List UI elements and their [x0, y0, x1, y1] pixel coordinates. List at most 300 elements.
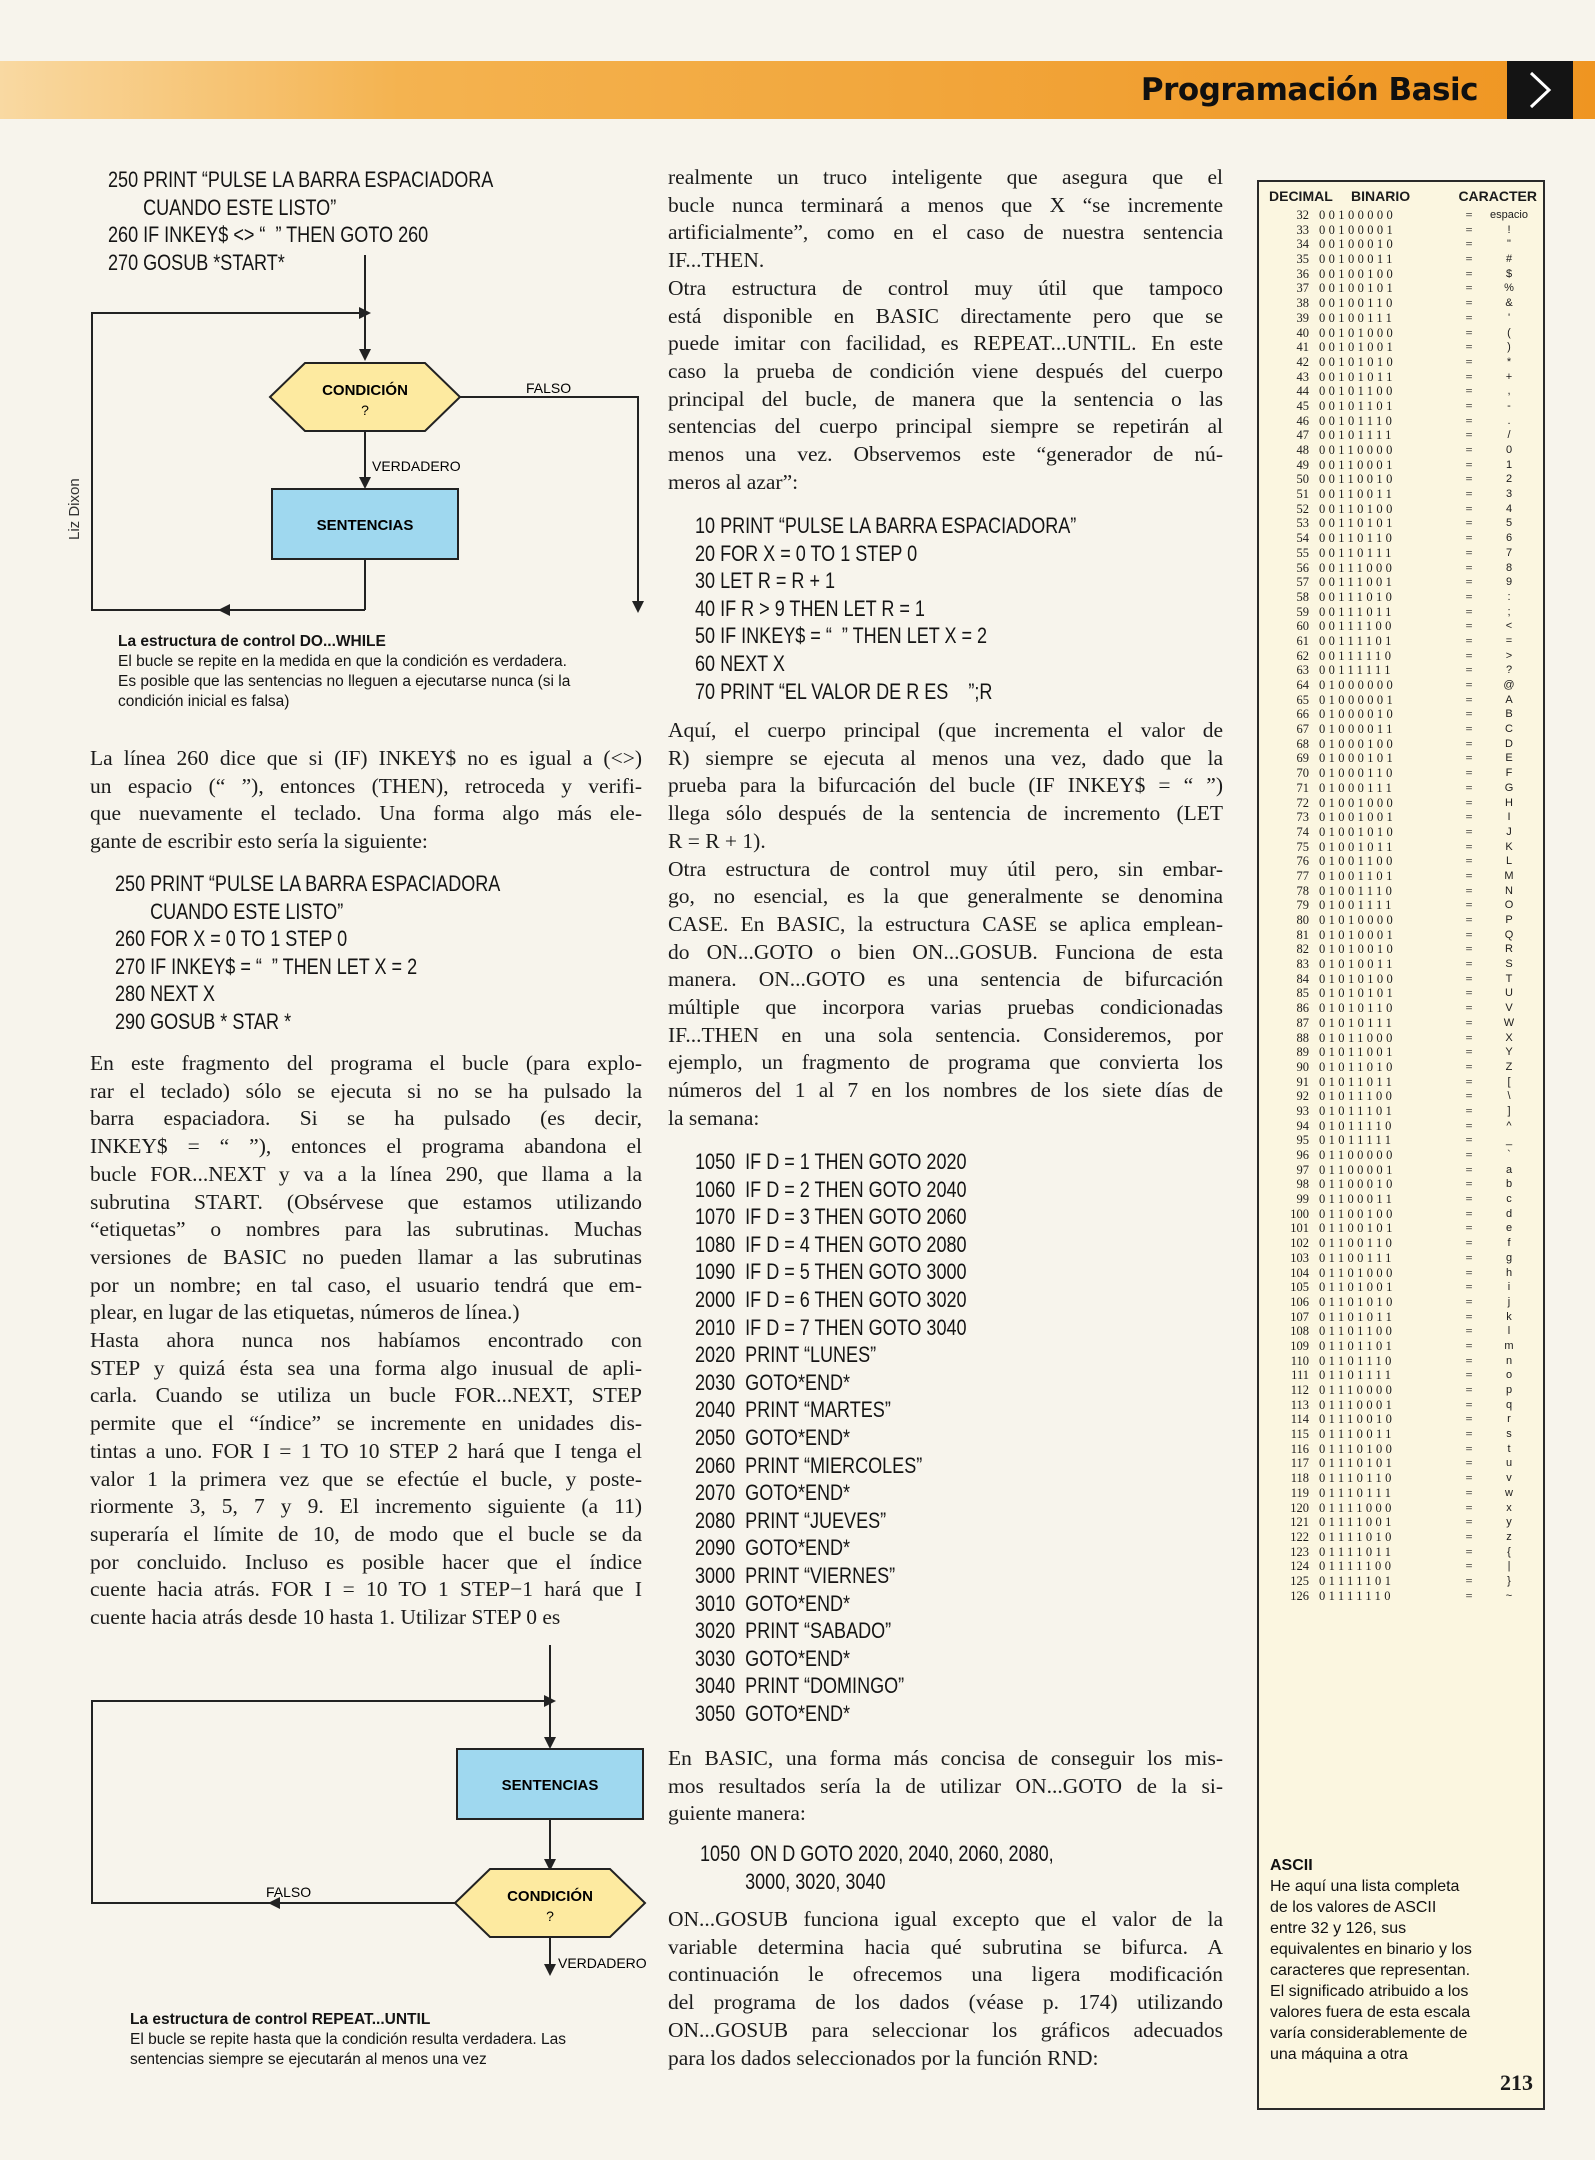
ascii-character: % [1504, 282, 1514, 295]
text-line: superaría el límite de 10, de modo que el bucle se da [90, 1521, 642, 1546]
ascii-binary: 01101111 [1319, 1368, 1395, 1383]
ascii-character: ^ [1506, 1119, 1512, 1132]
ascii-note [1270, 1855, 1550, 2065]
ascii-character: 3 [1505, 488, 1513, 501]
ascii-decimal: 51 [1296, 487, 1309, 502]
ascii-equals: = [1465, 237, 1473, 252]
ascii-character: ! [1507, 223, 1511, 236]
ascii-decimal: 32 [1296, 208, 1309, 222]
ascii-decimal: 93 [1296, 1103, 1309, 1118]
ascii-binary: 00101011 [1319, 369, 1396, 384]
ascii-row [1263, 707, 1539, 722]
ascii-character: X [1505, 1031, 1513, 1044]
ascii-equals: = [1465, 957, 1473, 972]
ascii-row [1263, 311, 1539, 326]
text-line: 2050 GOTO*END* [695, 1424, 851, 1450]
ascii-decimal: 58 [1296, 589, 1309, 604]
ascii-row [1263, 1368, 1539, 1383]
ascii-binary: 00100010 [1319, 237, 1397, 252]
ascii-decimal: 80 [1296, 913, 1309, 927]
ascii-equals: = [1465, 736, 1473, 751]
false-label: FALSO [526, 380, 572, 396]
ascii-decimal: 118 [1290, 1471, 1309, 1486]
ascii-binary: 00110000 [1319, 443, 1396, 457]
ascii-character: h [1505, 1266, 1513, 1279]
ascii-equals: = [1465, 663, 1473, 678]
ascii-equals: = [1465, 1294, 1473, 1309]
ascii-row [1263, 267, 1539, 282]
ascii-binary: 01011000 [1319, 1030, 1396, 1045]
text-line: cuente hacia atrás desde 10 hasta 1. Utilizar STEP 0 es [90, 1605, 561, 1630]
text-line: realmente un truco inteligente que asegura que el [668, 165, 1223, 189]
text-line: 250 PRINT “PULSE LA BARRA ESPACIADORA [115, 871, 501, 896]
ascii-decimal: 119 [1290, 1485, 1309, 1500]
ascii-decimal: 104 [1290, 1265, 1309, 1280]
ascii-decimal: 49 [1296, 457, 1309, 472]
ascii-decimal: 125 [1290, 1573, 1309, 1588]
text-line: 40 IF R > 9 THEN LET R = 1 [695, 595, 925, 621]
ascii-decimal: 89 [1296, 1045, 1309, 1060]
ascii-equals: = [1465, 384, 1473, 399]
text-line: 3020 PRINT “SABADO” [695, 1618, 892, 1644]
statements-label: SENTENCIAS [316, 517, 414, 534]
text-line: llega sólo después de la sentencia de incremento (LET [668, 801, 1223, 826]
text-line: prueba para la bifurcación del bucle (IF INKEY$ = “ ”) [668, 773, 1223, 798]
ascii-decimal: 41 [1296, 340, 1309, 355]
ascii-equals: = [1465, 1089, 1473, 1104]
ascii-decimal: 105 [1290, 1280, 1309, 1295]
ascii-equals: = [1465, 913, 1473, 927]
ascii-character: V [1505, 1002, 1513, 1015]
ascii-character: c [1506, 1193, 1512, 1206]
ascii-equals: = [1465, 1324, 1473, 1339]
ascii-binary: 01010111 [1319, 1015, 1396, 1030]
ascii-binary: 00101111 [1319, 428, 1395, 443]
ascii-binary: 01111000 [1319, 1500, 1395, 1515]
ascii-equals: = [1465, 472, 1473, 487]
ascii-row [1263, 751, 1539, 766]
text-line: Hasta ahora nunca nos habíamos encontrado con [90, 1328, 642, 1353]
ascii-note-line: caracteres que representan. [1270, 1962, 1471, 1979]
ascii-character: u [1505, 1457, 1513, 1470]
ascii-character: f [1507, 1237, 1511, 1250]
ascii-row [1263, 355, 1539, 370]
ascii-character: y [1506, 1516, 1512, 1529]
ascii-equals: = [1465, 633, 1473, 648]
ascii-row [1263, 1266, 1539, 1281]
ascii-character: 2 [1505, 473, 1513, 486]
ascii-decimal: 99 [1296, 1192, 1309, 1207]
ascii-binary: 00110111 [1319, 545, 1395, 560]
ascii-binary: 01100010 [1319, 1177, 1396, 1192]
ascii-row [1263, 796, 1539, 811]
ascii-decimal: 113 [1290, 1397, 1309, 1412]
ascii-decimal: 85 [1296, 986, 1309, 1001]
ascii-binary: 01101100 [1319, 1324, 1396, 1339]
ascii-equals: = [1465, 1427, 1473, 1442]
text-line: 2070 GOTO*END* [695, 1480, 851, 1506]
ascii-row [1263, 840, 1539, 855]
ascii-decimal: 33 [1296, 222, 1309, 237]
paragraph-intro [90, 745, 642, 856]
ascii-character: o [1505, 1369, 1513, 1382]
text-line: variable determina hacia qué subrutina se bifurca. A [668, 1934, 1223, 1959]
text-line: múltiple que incorpora varias pruebas condicionadas [668, 995, 1223, 1020]
ascii-character: { [1507, 1545, 1511, 1558]
ascii-decimal: 121 [1290, 1515, 1309, 1530]
text-line: ON...GOSUB funciona igual excepto que el valor de la [668, 1907, 1223, 1931]
text-line: Otra estructura de control muy útil que tampoco [668, 275, 1223, 300]
ascii-equals: = [1465, 1001, 1473, 1016]
ascii-character: p [1505, 1384, 1513, 1396]
ascii-binary: 00100001 [1319, 222, 1397, 237]
ascii-character: [ [1507, 1075, 1511, 1088]
text-line: 290 GOSUB * STAR * [115, 1008, 292, 1034]
header-binary: BINARIO [1351, 188, 1411, 204]
text-line: “etiquetas” o nombres para las subrutinas. Muchas [90, 1217, 642, 1242]
caption-line: sentencias siempre se ejecutarán al menos una vez [130, 2051, 487, 2068]
ascii-character: E [1505, 752, 1513, 765]
ascii-character: ] [1507, 1104, 1511, 1117]
ascii-equals: = [1465, 516, 1473, 531]
ascii-equals: = [1465, 1353, 1473, 1368]
ascii-character: _ [1505, 1134, 1513, 1147]
text-line: barra espaciadora. Si se ha pulsado (es decir, [90, 1106, 642, 1131]
ascii-decimal: 94 [1296, 1118, 1309, 1133]
ascii-row [1263, 1427, 1539, 1442]
ascii-decimal: 70 [1296, 766, 1309, 781]
text-line: principal del bucle, de manera que la sentencia o las [668, 386, 1223, 411]
ascii-binary: 00111100 [1319, 619, 1395, 634]
ascii-character: g [1505, 1251, 1513, 1264]
ascii-equals: = [1465, 1133, 1473, 1148]
ascii-equals: = [1465, 545, 1473, 560]
text-line: mos resultados sería la de utilizar ON...GOTO de la si- [668, 1773, 1223, 1798]
text-line: 1070 IF D = 3 THEN GOTO 2060 [695, 1204, 967, 1230]
text-line: por concluido. Incluso es posible hacer que el índice [90, 1549, 642, 1574]
ascii-binary: 01010101 [1319, 986, 1397, 1001]
ascii-decimal: 56 [1296, 560, 1309, 575]
ascii-equals: = [1465, 369, 1473, 384]
ascii-equals: = [1465, 1500, 1473, 1515]
text-line: 10 PRINT “PULSE LA BARRA ESPACIADORA” [695, 513, 1077, 538]
ascii-character: | [1507, 1560, 1511, 1573]
ascii-character: . [1507, 414, 1511, 427]
ascii-decimal: 103 [1290, 1250, 1309, 1265]
caption-repeat-until [130, 2010, 650, 2070]
ascii-decimal: 98 [1296, 1177, 1309, 1192]
ascii-character: i [1507, 1281, 1511, 1294]
ascii-decimal: 40 [1296, 325, 1309, 340]
code-listing-random [695, 512, 1076, 705]
ascii-decimal: 52 [1296, 501, 1309, 516]
ascii-row [1263, 561, 1539, 576]
ascii-decimal: 45 [1296, 398, 1309, 413]
paragraph-step [90, 1050, 642, 1632]
ascii-decimal: 63 [1296, 663, 1309, 678]
text-line: 3030 GOTO*END* [695, 1645, 851, 1671]
ascii-character: k [1506, 1310, 1512, 1323]
text-line: STEP y quizá ésta sea una forma algo inusual de apli- [90, 1355, 642, 1380]
ascii-binary: 01110100 [1319, 1441, 1396, 1456]
ascii-character: D [1505, 737, 1513, 750]
ascii-decimal: 126 [1290, 1588, 1309, 1603]
ascii-character: v [1506, 1472, 1512, 1485]
ascii-binary: 00100011 [1319, 252, 1396, 267]
ascii-character: K [1505, 840, 1513, 853]
ascii-decimal: 76 [1296, 854, 1309, 869]
ascii-binary: 01001101 [1319, 868, 1396, 883]
ascii-binary: 01001111 [1319, 898, 1395, 913]
ascii-equals: = [1465, 1265, 1473, 1280]
ascii-equals: = [1465, 1559, 1473, 1574]
ascii-equals: = [1465, 501, 1473, 516]
ascii-decimal: 36 [1296, 266, 1309, 281]
ascii-binary: 01101110 [1319, 1353, 1395, 1368]
ascii-decimal: 120 [1290, 1500, 1309, 1515]
ascii-equals: = [1465, 1588, 1473, 1603]
ascii-character: G [1504, 781, 1514, 794]
ascii-decimal: 112 [1290, 1383, 1309, 1397]
ascii-note-line: varía considerablemente de [1270, 2025, 1468, 2042]
text-line: CUANDO ESTE LISTO” [108, 194, 337, 220]
ascii-equals: = [1465, 986, 1473, 1001]
text-line: 3000 PRINT “VIERNES” [695, 1562, 896, 1588]
false-label: FALSO [266, 1884, 312, 1900]
ascii-equals: = [1465, 266, 1473, 281]
ascii-decimal: 82 [1296, 942, 1309, 957]
ascii-equals: = [1465, 398, 1473, 413]
ascii-equals: = [1465, 443, 1473, 457]
ascii-binary: 01000010 [1319, 707, 1397, 722]
ascii-character: ' [1507, 311, 1511, 324]
ascii-decimal: 65 [1296, 692, 1309, 707]
ascii-character: 1 [1505, 458, 1513, 471]
ascii-row [1263, 296, 1539, 311]
ascii-character: < [1505, 620, 1513, 633]
ascii-row [1263, 1501, 1539, 1516]
text-line: 260 IF INKEY$ <> “ ” THEN GOTO 260 [108, 222, 429, 248]
ascii-decimal: 84 [1296, 971, 1309, 986]
ascii-binary: 01011010 [1319, 1059, 1396, 1074]
ascii-decimal: 106 [1290, 1294, 1309, 1309]
ascii-equals: = [1465, 707, 1473, 722]
ascii-row [1263, 605, 1539, 620]
ascii-note-line: valores fuera de esta escala [1270, 2004, 1471, 2021]
ascii-equals: = [1465, 883, 1473, 898]
ascii-character: espacio [1490, 209, 1528, 221]
ascii-binary: 01011011 [1319, 1074, 1396, 1089]
chevron-right-icon [1507, 61, 1573, 119]
ascii-row [1263, 428, 1539, 443]
ascii-row [1263, 1295, 1539, 1310]
ascii-binary: 01110110 [1319, 1471, 1395, 1486]
ascii-binary: 01100101 [1319, 1221, 1396, 1236]
text-line: menos una vez. Observemos este “generador de nú- [668, 442, 1223, 467]
ascii-row [1263, 678, 1539, 693]
ascii-equals: = [1465, 560, 1473, 575]
ascii-binary: 01111011 [1319, 1544, 1395, 1559]
ascii-equals: = [1465, 487, 1473, 502]
ascii-row [1263, 370, 1539, 385]
ascii-binary: 01111110 [1319, 1588, 1394, 1603]
ascii-character: 5 [1505, 517, 1513, 530]
ascii-row [1263, 1456, 1539, 1471]
ascii-character: ; [1507, 605, 1511, 618]
caption-line: Es posible que las sentencias no lleguen a ejecutarse nunca (si la [118, 673, 571, 690]
ascii-decimal: 42 [1296, 354, 1309, 369]
ascii-character: - [1507, 399, 1511, 412]
ascii-character: r [1507, 1413, 1511, 1426]
ascii-binary: 00100000 [1319, 208, 1397, 222]
ascii-binary: 01001010 [1319, 824, 1397, 839]
ascii-row [1263, 810, 1539, 825]
ascii-decimal: 44 [1296, 384, 1309, 399]
text-line: 2020 PRINT “LUNES” [695, 1342, 877, 1368]
ascii-equals: = [1465, 222, 1473, 237]
ascii-character: 7 [1505, 546, 1513, 559]
ascii-character: n [1505, 1354, 1513, 1367]
ascii-equals: = [1465, 1309, 1473, 1324]
ascii-decimal: 107 [1290, 1309, 1309, 1324]
ascii-row [1263, 1045, 1539, 1060]
ascii-row [1263, 1060, 1539, 1075]
text-line: 1050 IF D = 1 THEN GOTO 2020 [695, 1149, 967, 1174]
ascii-character: " [1507, 238, 1511, 251]
ascii-row [1263, 634, 1539, 649]
ascii-decimal: 87 [1296, 1015, 1309, 1030]
ascii-character: a [1505, 1163, 1513, 1176]
ascii-character: = [1505, 634, 1513, 647]
text-line: carla. Cuando se utiliza un bucle FOR...NEXT, STEP [90, 1383, 642, 1408]
text-line: 3010 GOTO*END* [695, 1590, 851, 1616]
ascii-equals: = [1465, 868, 1473, 883]
ascii-note-line: equivalentes en binario y los [1270, 1941, 1472, 1958]
ascii-binary: 01110111 [1319, 1485, 1395, 1500]
text-line: 270 IF INKEY$ = “ ” THEN LET X = 2 [115, 953, 418, 979]
ascii-decimal: 78 [1296, 883, 1309, 898]
ascii-decimal: 92 [1296, 1089, 1309, 1104]
ascii-binary: 01100000 [1319, 1148, 1396, 1162]
ascii-binary: 00111110 [1319, 648, 1395, 663]
ascii-equals: = [1465, 325, 1473, 340]
ascii-binary: 01101010 [1319, 1294, 1396, 1309]
ascii-decimal: 37 [1296, 281, 1309, 296]
text-line: 3040 PRINT “DOMINGO” [695, 1673, 905, 1699]
ascii-row [1263, 252, 1539, 267]
ascii-decimal: 75 [1296, 839, 1309, 854]
ascii-row [1263, 1354, 1539, 1369]
ascii-row [1263, 1412, 1539, 1427]
ascii-row [1263, 663, 1539, 678]
text-line: valor 1 la primera vez que se efectúe el bucle, y poste- [90, 1466, 642, 1491]
text-line: 250 PRINT “PULSE LA BARRA ESPACIADORA [108, 167, 494, 192]
ascii-row [1263, 414, 1539, 429]
text-line: R = R + 1). [668, 828, 766, 853]
ascii-binary: 00100110 [1319, 296, 1396, 311]
ascii-character: M [1504, 869, 1514, 882]
ascii-binary: 01000101 [1319, 751, 1397, 766]
ascii-row [1263, 1148, 1539, 1163]
ascii-decimal: 47 [1296, 428, 1309, 443]
ascii-binary: 00110100 [1319, 501, 1396, 516]
text-line: meros al azar”: [668, 469, 799, 494]
ascii-binary: 00101100 [1319, 384, 1396, 399]
text-line: rar el teclado) sólo se ejecuta si no se ha pulsado la [90, 1078, 642, 1103]
text-line: En BASIC, una forma más concisa de conseguir los mis- [668, 1746, 1223, 1770]
ascii-equals: = [1465, 898, 1473, 913]
ascii-equals: = [1465, 531, 1473, 546]
ascii-equals: = [1465, 575, 1473, 590]
text-line: CASE. En BASIC, la estructura CASE se aplica emplean- [668, 911, 1223, 936]
ascii-decimal: 114 [1290, 1412, 1309, 1427]
ascii-decimal: 124 [1290, 1559, 1309, 1574]
ascii-row [1263, 781, 1539, 796]
text-line: 2000 IF D = 6 THEN GOTO 3020 [695, 1286, 967, 1312]
ascii-decimal: 59 [1296, 604, 1309, 619]
text-line: manera. ON...GOTO es una sentencia de bifurcación [668, 967, 1223, 992]
true-label: VERDADERO [372, 458, 461, 474]
ascii-decimal: 81 [1296, 927, 1309, 942]
ascii-binary: 01000011 [1319, 722, 1396, 737]
text-line: está disponible en BASIC directamente pero que se [668, 303, 1223, 328]
ascii-binary: 01011110 [1319, 1118, 1395, 1133]
ascii-character: q [1505, 1398, 1513, 1411]
ascii-character: I [1507, 811, 1511, 824]
ascii-character: } [1507, 1574, 1511, 1587]
ascii-character: B [1505, 708, 1513, 721]
ascii-binary: 01011101 [1319, 1103, 1396, 1118]
ascii-equals: = [1465, 942, 1473, 957]
ascii-row [1263, 237, 1539, 252]
ascii-row [1263, 443, 1539, 458]
ascii-equals: = [1465, 1471, 1473, 1486]
text-line: 3000, 3020, 3040 [700, 1868, 886, 1894]
ascii-row [1263, 1133, 1539, 1148]
ascii-binary: 00101001 [1319, 340, 1397, 355]
ascii-binary: 00111111 [1319, 663, 1394, 678]
condition-question: ? [361, 402, 369, 418]
condition-question: ? [546, 1908, 554, 1924]
next-page-arrow[interactable] [1507, 61, 1573, 119]
code-listing-middle [115, 870, 500, 1036]
text-line: 1050 ON D GOTO 2020, 2040, 2060, 2080, [700, 1841, 1054, 1866]
ascii-equals: = [1465, 780, 1473, 795]
ascii-decimal: 90 [1296, 1059, 1309, 1074]
ascii-note-line: de los valores de ASCII [1270, 1899, 1437, 1916]
caption-do-while [118, 632, 638, 712]
statements-label: SENTENCIAS [501, 1777, 599, 1794]
text-line: tintas a uno. FOR I = 1 TO 10 STEP 2 hará que I tenga el [90, 1438, 642, 1463]
ascii-binary: 00101010 [1319, 354, 1397, 369]
ascii-character: : [1507, 590, 1511, 603]
ascii-character: \ [1507, 1090, 1511, 1103]
ascii-binary: 01111001 [1319, 1515, 1395, 1530]
ascii-decimal: 102 [1290, 1236, 1309, 1251]
ascii-decimal: 35 [1296, 252, 1309, 267]
text-line: 50 IF INKEY$ = “ ” THEN LET X = 2 [695, 623, 988, 649]
ascii-binary: 01001000 [1319, 795, 1397, 810]
ascii-equals: = [1465, 1074, 1473, 1089]
ascii-row [1263, 972, 1539, 987]
ascii-equals: = [1465, 1573, 1473, 1588]
ascii-decimal: 79 [1296, 898, 1309, 913]
ascii-row [1263, 531, 1539, 546]
ascii-equals: = [1465, 252, 1473, 267]
ascii-row [1263, 928, 1539, 943]
ascii-equals: = [1465, 1397, 1473, 1412]
ascii-character: Q [1504, 928, 1514, 941]
